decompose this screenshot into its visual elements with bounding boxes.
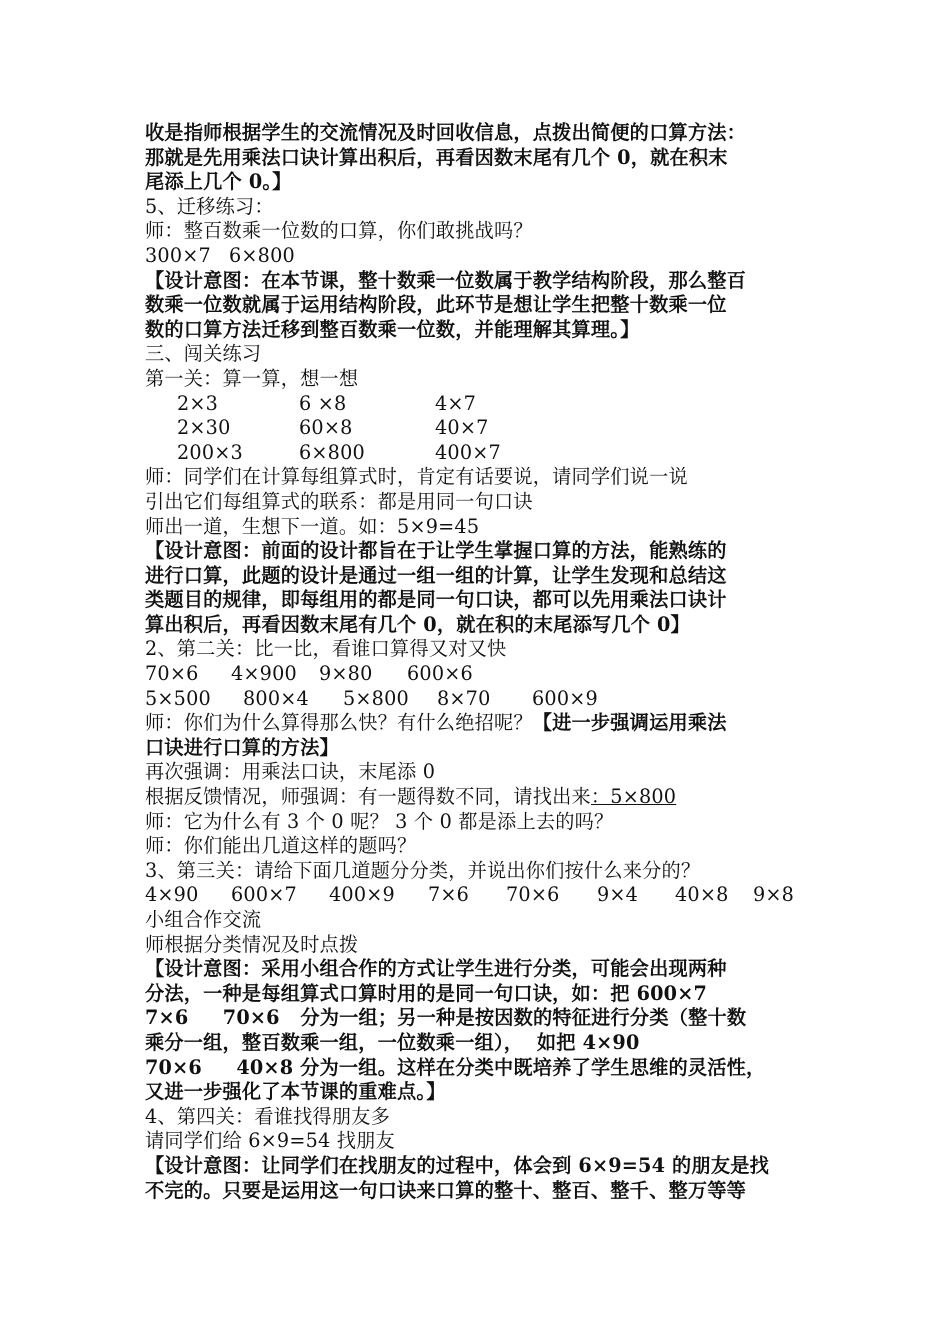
problem: 4×900: [231, 662, 297, 686]
problem: 5×500: [145, 686, 211, 710]
underlined-answer: ：5×800: [590, 785, 677, 809]
design-intent-line: 乘分一组，整百数乘一组，一位数乘一组）， 如把 4×90: [145, 1030, 640, 1054]
teacher-note: 师：它为什么有 3 个 0 呢？ 3 个 0 都是添上去的吗？: [145, 809, 614, 833]
teacher-note: 再次强调：用乘法口诀，末尾添 0: [145, 760, 436, 784]
level2-heading: 2、第二关：比一比，看谁口算得又对又快: [145, 637, 507, 661]
design-intent-line: 分法，一种是每组算式口算时用的是同一句口诀，如：把 600×7: [145, 981, 708, 1005]
design-intent-line: 70×6 40×8 分为一组。这样在分类中既培养了学生思维的灵活性，: [145, 1055, 766, 1079]
level1-grid-row: [145, 392, 825, 417]
design-intent-line: 算出积后，再看因数末尾有几个 0，就在积的末尾添写几个 0】: [145, 612, 690, 636]
level3-heading: 3、第三关：请给下面几道题分分类，并说出你们按什么来分的？: [145, 858, 701, 882]
problem: 4×7: [435, 391, 477, 415]
problem: 600×7: [231, 883, 297, 907]
feedback-text: 根据反馈情况，师强调：有一题得数不同，请找出来: [145, 785, 591, 809]
level1-heading: 第一关：算一算，想一想: [145, 366, 359, 390]
transfer-question: 师：整百数乘一位数的口算，你们敢挑战吗？: [145, 219, 533, 243]
problem: 6×800: [229, 243, 295, 267]
teacher-note: 引出它们每组算式的联系：都是用同一句口诀: [145, 489, 533, 513]
problem: 300×7: [145, 243, 211, 267]
teacher-note: 师出一道，生想下一道。如：5×9=45: [145, 514, 480, 538]
transfer-heading: 5、迁移练习：: [145, 194, 274, 218]
design-intent-line: 类题目的规律，即每组用的都是同一句口诀，都可以先用乘法口诀计: [145, 588, 727, 612]
problem: 800×4: [243, 686, 309, 710]
design-intent-line: 进行口算，此题的设计是通过一组一组的计算，让学生发现和总结这: [145, 563, 727, 587]
design-intent-line: 【设计意图：让同学们在找朋友的过程中，体会到 6×9=54 的朋友是找: [145, 1153, 769, 1177]
design-intent-line: 【设计意图：在本节课，整十数乘一位数属于教学结构阶段，那么整百: [145, 268, 747, 292]
problem: 400×7: [435, 440, 501, 464]
design-intent-line: 数的口算方法迁移到整百数乘一位数，并能理解其算理。】: [145, 317, 640, 341]
problem: 400×9: [329, 883, 395, 907]
design-intent-line: 不完的。只要是运用这一句口诀来口算的整十、整百、整千、整万等等: [145, 1178, 747, 1202]
design-intent-line: 又进一步强化了本节课的重难点。】: [145, 1080, 446, 1104]
problem: 200×3: [177, 440, 243, 464]
problem: 9×4: [597, 883, 639, 907]
problem: 5×800: [343, 686, 409, 710]
question-emphasis-cont: 口诀进行口算的方法】: [145, 735, 339, 759]
problem: 2×30: [177, 416, 231, 440]
problem: 9×8: [753, 883, 795, 907]
design-intent-line: 【设计意图：采用小组合作的方式让学生进行分类，可能会出现两种: [145, 957, 727, 981]
design-intent-line: 那就是先用乘法口诀计算出积后，再看因数末尾有几个 0，就在积末: [145, 145, 728, 169]
design-intent-line: 收是指师根据学生的交流情况及时回收信息，点拨出简便的口算方法：: [145, 121, 747, 144]
design-intent-line: 【设计意图：前面的设计都旨在于让学生掌握口算的方法，能熟练的: [145, 539, 727, 563]
teacher-note: 师根据分类情况及时点拨: [145, 932, 359, 956]
problem: 70×6: [145, 662, 199, 686]
design-intent-line: 7×6 70×6 分为一组；另一种是按因数的特征进行分类（整十数: [145, 1006, 747, 1030]
problem: 40×7: [435, 416, 489, 440]
problem: 6×800: [299, 440, 365, 464]
design-intent-line: 尾添上几个 0。】: [145, 170, 292, 194]
teacher-note: 小组合作交流: [145, 908, 262, 931]
question-text: 师：你们为什么算得那么快？有什么绝招呢？: [145, 711, 533, 735]
section-heading: 三、闯关练习: [145, 342, 262, 366]
transfer-problems: [145, 244, 825, 269]
level3-problems-row: [145, 883, 825, 908]
level4-heading: 4、第四关：看谁找得朋友多: [145, 1104, 391, 1128]
teacher-question: [145, 711, 825, 736]
teacher-note: 师：你们能出几道这样的题吗？: [145, 834, 417, 858]
problem: 9×80: [319, 662, 373, 686]
problem: 600×9: [532, 686, 598, 710]
problem: 40×8: [675, 883, 729, 907]
level1-grid-row: [145, 416, 825, 441]
design-intent-line: 数乘一位数就属于运用结构阶段，此环节是想让学生把整十数乘一位: [145, 293, 727, 317]
teacher-note: [145, 785, 825, 810]
level2-problems-row: [145, 687, 825, 712]
level1-grid-row: [145, 441, 825, 466]
problem: 600×6: [407, 662, 473, 686]
question-emphasis: 【进一步强调运用乘法: [532, 711, 727, 735]
problem: 4×90: [145, 883, 199, 907]
level2-problems-row: [145, 662, 825, 687]
teacher-note: 师：同学们在计算每组算式时，肯定有话要说，请同学们说一说: [145, 465, 688, 489]
problem: 70×6: [506, 883, 560, 907]
level4-task: 请同学们给 6×9=54 找朋友: [145, 1129, 395, 1153]
problem: 6 ×8: [299, 391, 347, 415]
problem: 7×6: [428, 883, 470, 907]
problem: 2×3: [177, 391, 219, 415]
problem: 60×8: [299, 416, 353, 440]
document-body: [145, 121, 825, 1203]
problem: 8×70: [437, 686, 491, 710]
